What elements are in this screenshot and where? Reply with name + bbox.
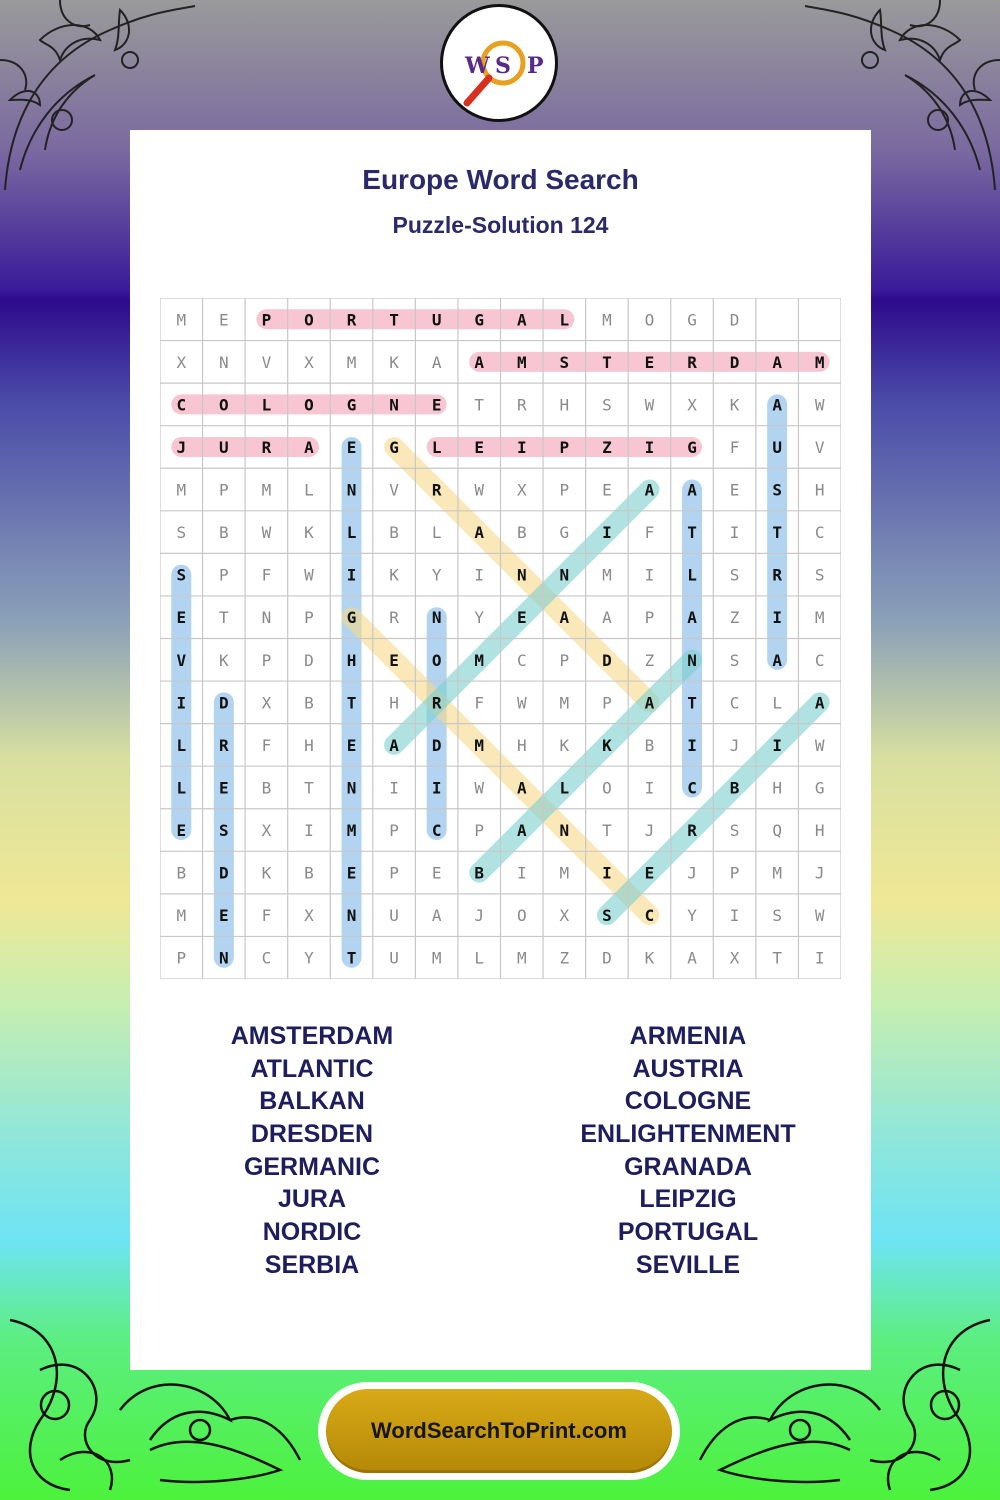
grid-cell-letter: D bbox=[729, 310, 740, 330]
word-list-item: ARMENIA bbox=[629, 1022, 747, 1050]
grid-cell-letter: R bbox=[346, 310, 357, 330]
grid-cell-letter: A bbox=[431, 906, 442, 926]
grid-cell-letter: S bbox=[729, 565, 740, 585]
grid-cell-letter: M bbox=[559, 693, 570, 713]
grid-cell-letter: V bbox=[176, 650, 187, 670]
grid-cell-letter: T bbox=[687, 523, 697, 543]
grid-cell-letter: L bbox=[346, 523, 357, 543]
grid-cell-letter: C bbox=[814, 523, 825, 543]
grid-cell-letter: P bbox=[559, 437, 570, 457]
grid-cell-letter: I bbox=[687, 735, 697, 755]
grid-cell-letter: K bbox=[261, 863, 272, 883]
grid-cell-letter: P bbox=[474, 821, 485, 841]
grid-cell-letter: M bbox=[346, 821, 357, 841]
grid-cell-letter: M bbox=[346, 352, 357, 372]
grid-cell-letter: G bbox=[346, 395, 357, 415]
grid-cell-letter: I bbox=[729, 906, 740, 926]
grid-cell-letter: P bbox=[559, 480, 570, 500]
grid-cell-letter: A bbox=[389, 735, 399, 755]
grid-cell-letter: Y bbox=[687, 906, 697, 926]
grid-cell-letter: N bbox=[516, 565, 527, 585]
grid-cell-letter: I bbox=[516, 437, 527, 457]
grid-cell-letter: B bbox=[729, 778, 740, 798]
grid-cell-letter: R bbox=[772, 565, 782, 585]
grid-cell-letter: A bbox=[687, 480, 697, 500]
grid-cell-letter: U bbox=[389, 906, 399, 926]
grid-cell-letter: S bbox=[602, 395, 612, 415]
grid-cell-letter: S bbox=[176, 565, 187, 585]
word-list-item: GRANADA bbox=[624, 1152, 752, 1181]
grid-cell-letter: R bbox=[431, 693, 442, 713]
grid-cell-letter: X bbox=[516, 480, 527, 500]
grid-cell-letter: F bbox=[729, 437, 740, 457]
grid-cell-letter: Y bbox=[431, 565, 442, 585]
grid-cell-letter: P bbox=[219, 480, 229, 500]
grid-cell-letter: P bbox=[644, 608, 655, 628]
magnifier-icon bbox=[443, 7, 555, 119]
grid-cell-letter: G bbox=[687, 437, 697, 457]
grid-cell-letter: T bbox=[304, 778, 314, 798]
grid-cell-letter: R bbox=[261, 437, 272, 457]
grid-cell-letter: O bbox=[431, 650, 442, 670]
grid-cell-letter: T bbox=[346, 693, 357, 713]
grid-cell-letter: B bbox=[304, 693, 314, 713]
grid-cell-letter: C bbox=[261, 948, 272, 968]
grid-cell-letter: N bbox=[346, 480, 357, 500]
page-subtitle: Puzzle-Solution 124 bbox=[392, 212, 609, 238]
grid-cell-letter: W bbox=[474, 778, 485, 798]
grid-cell-letter: I bbox=[176, 693, 187, 713]
grid-cell-letter: X bbox=[261, 821, 272, 841]
grid-cell-letter: M bbox=[261, 480, 272, 500]
grid-cell-letter: A bbox=[814, 693, 825, 713]
grid-cell-letter: K bbox=[602, 735, 612, 755]
grid-cell-letter: L bbox=[304, 480, 314, 500]
grid-cell-letter: P bbox=[389, 863, 399, 883]
word-list-item: AUSTRIA bbox=[632, 1054, 744, 1083]
grid-cell-letter: Y bbox=[304, 948, 314, 968]
grid-cell-letter: F bbox=[644, 523, 655, 543]
grid-cell-letter: I bbox=[304, 821, 314, 841]
grid-cell-letter: N bbox=[431, 608, 442, 628]
grid-cell-letter: Z bbox=[559, 948, 570, 968]
word-list-item: PORTUGAL bbox=[617, 1218, 759, 1247]
grid-cell-letter: R bbox=[389, 608, 399, 628]
grid-cell-letter: B bbox=[261, 778, 272, 798]
footer-banner bbox=[318, 1382, 680, 1480]
word-list-item: ENLIGHTENMENT bbox=[580, 1120, 796, 1149]
grid-cell-letter: E bbox=[729, 480, 740, 500]
grid-cell-letter: A bbox=[474, 352, 485, 372]
grid-cell-letter: K bbox=[644, 948, 655, 968]
word-list-item: COLOGNE bbox=[624, 1087, 752, 1116]
grid-cell-letter: L bbox=[261, 395, 272, 415]
grid-cell-letter: N bbox=[559, 565, 570, 585]
grid-cell-letter: R bbox=[219, 735, 229, 755]
grid-cell-letter: E bbox=[474, 437, 485, 457]
grid-cell-letter: K bbox=[219, 650, 229, 670]
grid-cell-letter: G bbox=[814, 778, 825, 798]
grid-cell-letter: D bbox=[431, 735, 442, 755]
grid-cell-letter: X bbox=[176, 352, 187, 372]
grid-cell-letter: S bbox=[219, 821, 229, 841]
grid-cell-letter: W bbox=[814, 395, 825, 415]
grid-cell-letter: N bbox=[687, 650, 697, 670]
grid-cell-letter: C bbox=[814, 650, 825, 670]
grid-cell-letter: M bbox=[431, 948, 442, 968]
grid-cell-letter: L bbox=[176, 735, 187, 755]
grid-cell-letter: A bbox=[516, 778, 527, 798]
grid-cell-letter: A bbox=[644, 480, 655, 500]
footer-site-link[interactable]: WordSearchToPrint.com bbox=[371, 1418, 627, 1443]
grid-cell-letter: L bbox=[176, 778, 187, 798]
grid-cell-letter: M bbox=[176, 310, 187, 330]
grid-cell-letter: G bbox=[474, 310, 485, 330]
grid-cell-letter: V bbox=[261, 352, 272, 372]
grid-cell-letter: K bbox=[389, 352, 399, 372]
grid-cell-letter: A bbox=[431, 352, 442, 372]
grid-cell-letter: W bbox=[474, 480, 485, 500]
grid-cell-letter: A bbox=[687, 608, 697, 628]
grid-cell-letter: S bbox=[729, 821, 740, 841]
grid-cell-letter: H bbox=[304, 735, 314, 755]
grid-cell-letter: K bbox=[389, 565, 399, 585]
grid-cell-letter: H bbox=[559, 395, 570, 415]
grid-cell-letter: I bbox=[602, 863, 612, 883]
grid-cell-letter: V bbox=[389, 480, 399, 500]
grid-cell-letter: A bbox=[772, 395, 782, 415]
grid-cell-letter: M bbox=[602, 565, 612, 585]
word-list-item: BALKAN bbox=[259, 1087, 365, 1116]
wsp-logo bbox=[440, 4, 558, 122]
grid-cell-letter: E bbox=[346, 735, 357, 755]
grid-cell-letter: A bbox=[516, 310, 527, 330]
word-list-item: ATLANTIC bbox=[250, 1054, 374, 1083]
grid-cell-letter: F bbox=[474, 693, 485, 713]
grid-cell-letter: N bbox=[219, 948, 229, 968]
grid-cell-letter: W bbox=[516, 693, 527, 713]
grid-cell-letter: L bbox=[431, 437, 442, 457]
grid-cell-letter: X bbox=[261, 693, 272, 713]
grid-cell-letter: K bbox=[559, 735, 570, 755]
grid-cell-letter: D bbox=[602, 948, 612, 968]
grid-cell-letter: S bbox=[729, 650, 740, 670]
word-list-left bbox=[142, 1020, 482, 1282]
grid-cell-letter: Q bbox=[772, 821, 782, 841]
grid-cell-letter: J bbox=[644, 821, 655, 841]
grid-cell-letter: H bbox=[346, 650, 357, 670]
grid-cell-letter: J bbox=[729, 735, 740, 755]
grid-cell-letter: I bbox=[814, 948, 825, 968]
grid-cell-letter: W bbox=[261, 523, 272, 543]
grid-cell-letter: P bbox=[389, 821, 399, 841]
grid-cell-letter: B bbox=[644, 735, 655, 755]
grid-cell-letter: D bbox=[602, 650, 612, 670]
word-list-item: NORDIC bbox=[262, 1218, 362, 1247]
grid-cell-letter: P bbox=[729, 863, 740, 883]
grid-cell-letter: M bbox=[176, 480, 187, 500]
grid-cell-letter: R bbox=[687, 352, 697, 372]
grid-cell-letter: R bbox=[687, 821, 697, 841]
grid-cell-letter: G bbox=[687, 310, 697, 330]
word-list-item: GERMANIC bbox=[243, 1152, 381, 1181]
grid-cell-letter: A bbox=[687, 948, 697, 968]
grid-cell-letter: E bbox=[219, 906, 229, 926]
grid-cell-letter: C bbox=[644, 906, 655, 926]
grid-cell-letter: C bbox=[516, 650, 527, 670]
word-list-item: JURA bbox=[277, 1185, 347, 1214]
grid-cell-letter: L bbox=[431, 523, 442, 543]
logo-letter-s: S bbox=[495, 53, 511, 79]
grid-cell-letter: O bbox=[304, 310, 314, 330]
word-list-item: SEVILLE bbox=[635, 1250, 741, 1279]
grid-cell-letter: N bbox=[559, 821, 570, 841]
grid-cell-letter: X bbox=[559, 906, 570, 926]
grid-cell-letter: A bbox=[474, 523, 485, 543]
grid-cell-letter: N bbox=[219, 352, 229, 372]
grid-cell-letter: I bbox=[772, 735, 782, 755]
grid-cell-letter: U bbox=[389, 948, 399, 968]
grid-cell-letter: L bbox=[559, 310, 570, 330]
grid-cell-letter: Z bbox=[602, 437, 612, 457]
grid-cell-letter: L bbox=[772, 693, 782, 713]
grid-cell-letter: P bbox=[261, 650, 272, 670]
grid-cell-letter: F bbox=[261, 906, 272, 926]
grid-cell-letter: H bbox=[516, 735, 527, 755]
grid-cell-letter: K bbox=[304, 523, 314, 543]
grid-cell-letter: I bbox=[516, 863, 527, 883]
grid-cell-letter: M bbox=[516, 948, 527, 968]
grid-cell-letter: C bbox=[729, 693, 740, 713]
grid-cell-letter: X bbox=[304, 906, 314, 926]
grid-cell-letter: A bbox=[644, 693, 655, 713]
grid-cell-letter: S bbox=[814, 565, 825, 585]
grid-cell-letter: I bbox=[602, 523, 612, 543]
grid-cell-letter: W bbox=[814, 906, 825, 926]
grid-cell-letter: P bbox=[602, 693, 612, 713]
grid-cell-letter: D bbox=[219, 863, 229, 883]
grid-cell-letter: X bbox=[304, 352, 314, 372]
grid-cell-letter: E bbox=[346, 863, 357, 883]
grid-cell-letter: P bbox=[219, 565, 229, 585]
grid-cell-letter: T bbox=[687, 693, 697, 713]
word-list-item: DRESDEN bbox=[250, 1120, 374, 1149]
grid-cell-letter: I bbox=[644, 437, 655, 457]
grid-cell-letter: X bbox=[687, 395, 697, 415]
grid-cell-letter: U bbox=[219, 437, 229, 457]
grid-cell-letter: M bbox=[602, 310, 612, 330]
grid-cell-letter: A bbox=[772, 650, 782, 670]
grid-cell-letter: J bbox=[814, 863, 825, 883]
grid-cell-letter: J bbox=[176, 437, 187, 457]
grid-cell-letter: F bbox=[261, 565, 272, 585]
grid-cell-letter: L bbox=[559, 778, 570, 798]
grid-cell-letter: O bbox=[219, 395, 229, 415]
grid-cell-letter: E bbox=[644, 352, 655, 372]
grid-cell-letter: E bbox=[431, 395, 442, 415]
grid-cell-letter: F bbox=[261, 735, 272, 755]
grid-cell-letter: L bbox=[474, 948, 485, 968]
word-list-item: LEIPZIG bbox=[639, 1185, 737, 1214]
grid-cell-letter: B bbox=[516, 523, 527, 543]
grid-cell-letter: A bbox=[516, 821, 527, 841]
grid-cell-letter: J bbox=[474, 906, 485, 926]
grid-cell-letter: W bbox=[644, 395, 655, 415]
logo-letter-p: P bbox=[527, 53, 544, 79]
grid-cell-letter: M bbox=[559, 863, 570, 883]
word-list-right bbox=[518, 1020, 858, 1282]
grid-cell-letter: U bbox=[772, 437, 782, 457]
grid-cell-letter: L bbox=[687, 565, 697, 585]
grid-cell-letter: T bbox=[772, 523, 782, 543]
grid-cell-letter: A bbox=[602, 608, 612, 628]
grid-cell-letter: E bbox=[516, 608, 527, 628]
grid-cell-letter: E bbox=[176, 821, 187, 841]
grid-cell-letter: G bbox=[559, 523, 570, 543]
grid-cell-letter: G bbox=[389, 437, 399, 457]
grid-cell-letter: V bbox=[814, 437, 825, 457]
footer-pill[interactable] bbox=[326, 1389, 672, 1473]
grid-cell-letter: C bbox=[176, 395, 187, 415]
grid-cell-letter: I bbox=[431, 778, 442, 798]
grid-cell-letter: S bbox=[176, 523, 187, 543]
grid-cell-letter: I bbox=[474, 565, 485, 585]
grid-cell-letter: K bbox=[729, 395, 740, 415]
grid-cell-letter: N bbox=[261, 608, 272, 628]
grid-cell-letter: O bbox=[304, 395, 314, 415]
grid-cell-letter: E bbox=[346, 437, 357, 457]
grid-cell-letter: M bbox=[814, 352, 825, 372]
grid-cell-letter: E bbox=[219, 778, 229, 798]
grid-cell-letter: B bbox=[176, 863, 187, 883]
grid-cell-letter: P bbox=[176, 948, 187, 968]
grid-cell-letter: M bbox=[474, 650, 485, 670]
word-list-item: AMSTERDAM bbox=[230, 1022, 394, 1050]
grid-cell-letter: O bbox=[644, 310, 655, 330]
grid-cell-letter: E bbox=[176, 608, 187, 628]
grid-cell-letter: I bbox=[729, 523, 740, 543]
grid-cell-letter: H bbox=[772, 778, 782, 798]
word-search-grid bbox=[160, 298, 841, 979]
grid-cell-letter: H bbox=[389, 693, 399, 713]
grid-cell-letter: W bbox=[814, 735, 825, 755]
grid-cell-letter: D bbox=[729, 352, 740, 372]
word-list-item: SERBIA bbox=[264, 1250, 360, 1279]
page-title: Europe Word Search bbox=[362, 164, 639, 195]
grid-cell-letter: M bbox=[814, 608, 825, 628]
grid-cell-letter: I bbox=[346, 565, 357, 585]
grid-cell-letter: N bbox=[346, 906, 357, 926]
grid-cell-letter: T bbox=[772, 948, 782, 968]
grid-cell-letter: M bbox=[474, 735, 485, 755]
grid-cell-letter: T bbox=[602, 821, 612, 841]
grid-cell-letter: O bbox=[516, 906, 527, 926]
grid-cell-letter: B bbox=[304, 863, 314, 883]
grid-cell-letter: T bbox=[389, 310, 399, 330]
grid-cell-letter: B bbox=[219, 523, 229, 543]
grid-cell-letter: H bbox=[814, 480, 825, 500]
grid-cell-letter: D bbox=[219, 693, 229, 713]
grid-cell-letter: H bbox=[814, 821, 825, 841]
grid-cell-letter: I bbox=[389, 778, 399, 798]
grid-cell-letter: G bbox=[346, 608, 357, 628]
grid-cell-letter: T bbox=[219, 608, 229, 628]
grid-cell-letter: X bbox=[729, 948, 740, 968]
grid-cell-letter: T bbox=[346, 948, 357, 968]
grid-cell-letter: A bbox=[559, 608, 570, 628]
grid-cell-letter: U bbox=[431, 310, 442, 330]
grid-cell-letter: Y bbox=[474, 608, 485, 628]
grid-cell-letter: J bbox=[687, 863, 697, 883]
grid-cell-letter: R bbox=[516, 395, 527, 415]
grid-cell-letter: W bbox=[304, 565, 314, 585]
grid-cell-letter: O bbox=[602, 778, 612, 798]
grid-cell-letter: S bbox=[602, 906, 612, 926]
grid-cell-letter: I bbox=[772, 608, 782, 628]
grid-cell-letter: N bbox=[346, 778, 357, 798]
logo-letter-w: W bbox=[465, 53, 490, 79]
grid-cell-letter: P bbox=[559, 650, 570, 670]
grid-cell-letter: E bbox=[389, 650, 399, 670]
grid-cell-letter: C bbox=[431, 821, 442, 841]
grid-cell-letter: B bbox=[389, 523, 399, 543]
grid-cell-letter: S bbox=[772, 480, 782, 500]
grid-cell-letter: R bbox=[431, 480, 442, 500]
grid-cell-letter: M bbox=[516, 352, 527, 372]
grid-cell-letter: M bbox=[772, 863, 782, 883]
grid-cell-letter: I bbox=[644, 565, 655, 585]
grid-cell-letter: P bbox=[261, 310, 272, 330]
grid-cell-letter: Z bbox=[729, 608, 740, 628]
grid-cell-letter: I bbox=[644, 778, 655, 798]
grid-cell-letter: S bbox=[559, 352, 570, 372]
grid-cell-letter: E bbox=[602, 480, 612, 500]
grid-cell-letter: D bbox=[304, 650, 314, 670]
grid-cell-letter: E bbox=[219, 310, 229, 330]
grid-cell-letter: N bbox=[389, 395, 399, 415]
grid-cell-letter: C bbox=[687, 778, 697, 798]
grid-cell-letter: A bbox=[304, 437, 314, 457]
grid-cell-letter: Z bbox=[644, 650, 655, 670]
grid-cell-letter: A bbox=[772, 352, 782, 372]
grid-cell-letter: E bbox=[431, 863, 442, 883]
grid-cell-letter: P bbox=[304, 608, 314, 628]
grid-cell-letter: T bbox=[602, 352, 612, 372]
grid-cell-letter: B bbox=[474, 863, 485, 883]
grid-cell-letter: E bbox=[644, 863, 655, 883]
grid-cell-letter: S bbox=[772, 906, 782, 926]
grid-cell-letter: T bbox=[474, 395, 485, 415]
grid-cell-letter: M bbox=[176, 906, 187, 926]
